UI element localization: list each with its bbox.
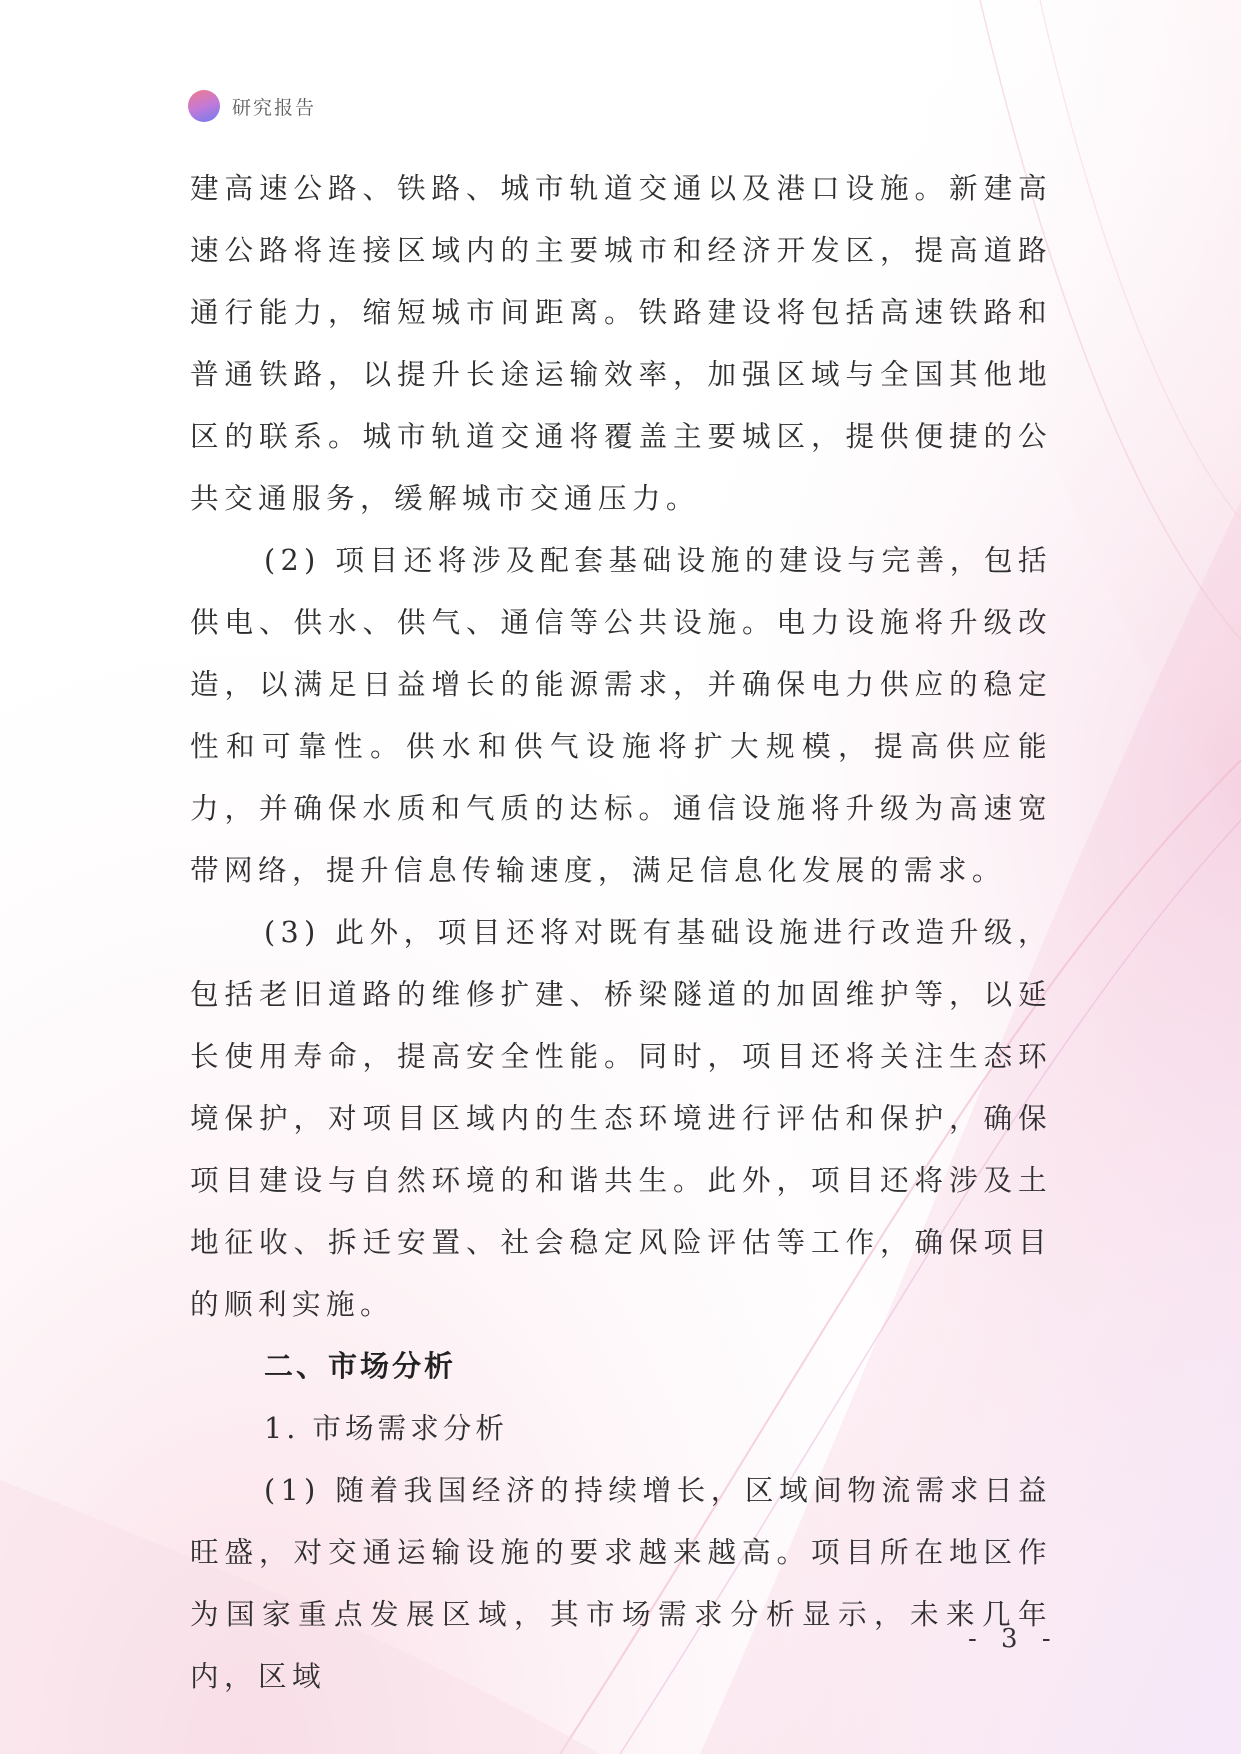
page-number: - 3 - (968, 1624, 1059, 1654)
paragraph-2: (2) 项目还将涉及配套基础设施的建设与完善，包括供电、供水、供气、通信等公共设施。电力设施将升级改造，以满足日益增长的能源需求，并确保电力供应的稳定性和可靠性。供水和供气设施将扩大规模，提高供应能力，并确保水质和气质的达标。通信设施将升级为高速宽带网络，提升信息传输速度，满足信息化发展的需求。 (190, 543, 1052, 887)
section-heading: 二、市场分析 (264, 1349, 457, 1383)
report-header (188, 88, 316, 124)
header-title: 研究报告 (232, 96, 317, 119)
paragraph-4: (1) 随着我国经济的持续增长，区域间物流需求日益旺盛，对交通运输设施的要求越来越高。项目所在地区作为国家重点发展区域，其市场需求分析显示，未来几年内，区域 (190, 1473, 1052, 1693)
document-body (190, 157, 1052, 1707)
logo-circle-icon (188, 90, 220, 122)
subsection-heading: 1. 市场需求分析 (264, 1411, 508, 1445)
paragraph-3: (3) 此外，项目还将对既有基础设施进行改造升级，包括老旧道路的维修扩建、桥梁隧道的加固维护等，以延长使用寿命，提高安全性能。同时，项目还将关注生态环境保护，对项目区域内的生态环境进行评估和保护，确保项目建设与自然环境的和谐共生。此外，项目还将涉及土地征收、拆迁安置、社会稳定风险评估等工作，确保项目的顺利实施。 (190, 915, 1052, 1321)
paragraph-1: 建高速公路、铁路、城市轨道交通以及港口设施。新建高速公路将连接区域内的主要城市和经济开发区，提高道路通行能力，缩短城市间距离。铁路建设将包括高速铁路和普通铁路，以提升长途运输效率，加强区域与全国其他地区的联系。城市轨道交通将覆盖主要城区，提供便捷的公共交通服务，缓解城市交通压力。 (190, 171, 1052, 515)
